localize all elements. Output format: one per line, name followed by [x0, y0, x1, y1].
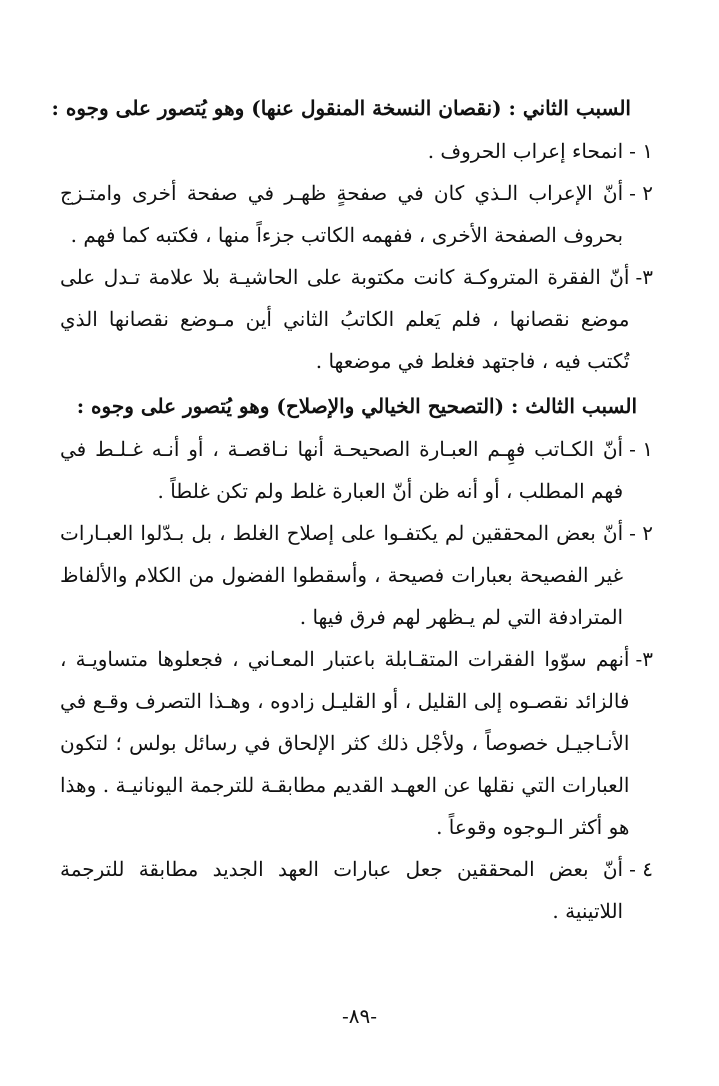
item-number: ٢ -: [629, 521, 653, 545]
page-number: -٨٩-: [341, 1004, 377, 1028]
item-number: ٢ -: [629, 181, 653, 205]
item-text: أنّ الكـاتب فهِـم العبـارة الصحيحـة أنها نـاقصـة ، أو أنـه غـلـط في فهم المطلب ، أو أنه ظن أنّ العبارة غلط ولم تكن غلطاً .: [60, 437, 624, 503]
section-heading-second-reason: السبب الثاني : (نقصان النسخة المنقول عنها) وهو يُتصور على وجوه :: [51, 96, 631, 120]
list-item: [60, 848, 653, 932]
list-item: [60, 256, 653, 382]
section-heading-third-reason: السبب الثالث : (التصحيح الخيالي والإصلاح) وهو يُتصور على وجوه :: [76, 394, 637, 418]
list-item: [60, 512, 653, 638]
item-text: أنّ بعض المحققين جعل عبارات العهد الجديد مطابقة للترجمة اللاتينية .: [60, 857, 624, 923]
item-text: أنهم سوّوا الفقرات المتقـابلة باعتبار المعـاني ، فجعلوها متساويـة ، فالزائد نقصـوه إلى القليل ، أو القليـل زادوه ، وهـذا التصرف وقـع في الأنـاجيـل خصوصاً ، ولأجْل ذلك كثر الإلحاق في رسائل بولس ؛ لتكون العبارات التي نقلها عن العهـد القديم مطابقـة للترجمة اليونانيـة . وهذا هو أكثر الـوجوه وقوعاً .: [60, 647, 630, 839]
list-item: [60, 638, 653, 848]
list-item: [60, 172, 653, 256]
item-text: أنّ الإعراب الـذي كان في صفحةٍ ظهـر في صفحة أخرى وامتـزج بحروف الصفحة الأخرى ، ففهمه الكاتب جزءاً منها ، فكتبه كما فهم .: [60, 181, 624, 247]
list-item: [60, 130, 653, 172]
item-text: أنّ الفقرة المتروكـة كانت مكتوبة على الحاشيـة بلا علامة تـدل على موضع نقصانها ، فلم يَعلم الكاتبُ الثاني أين مـوضع نقصانها الذي تُكتب فيه ، فاجتهد فغلط في موضعها .: [60, 265, 630, 373]
item-number: ١ -: [629, 437, 653, 461]
item-number: ٣-: [635, 647, 653, 671]
item-number: ٣-: [635, 265, 653, 289]
item-number: ٤ -: [629, 857, 653, 881]
list-item: [60, 428, 653, 512]
item-text: انمحاء إعراب الحروف .: [427, 139, 624, 163]
item-number: ١ -: [629, 139, 653, 163]
item-text: أنّ بعض المحققين لم يكتفـوا على إصلاح الغلط ، بل بـدّلوا العبـارات غير الفصيحة بعبارات فصيحة ، وأسقطوا الفضول من الكلام والألفاظ المترادفة التي لم يـظهر لهم فرق فيها .: [60, 521, 624, 629]
